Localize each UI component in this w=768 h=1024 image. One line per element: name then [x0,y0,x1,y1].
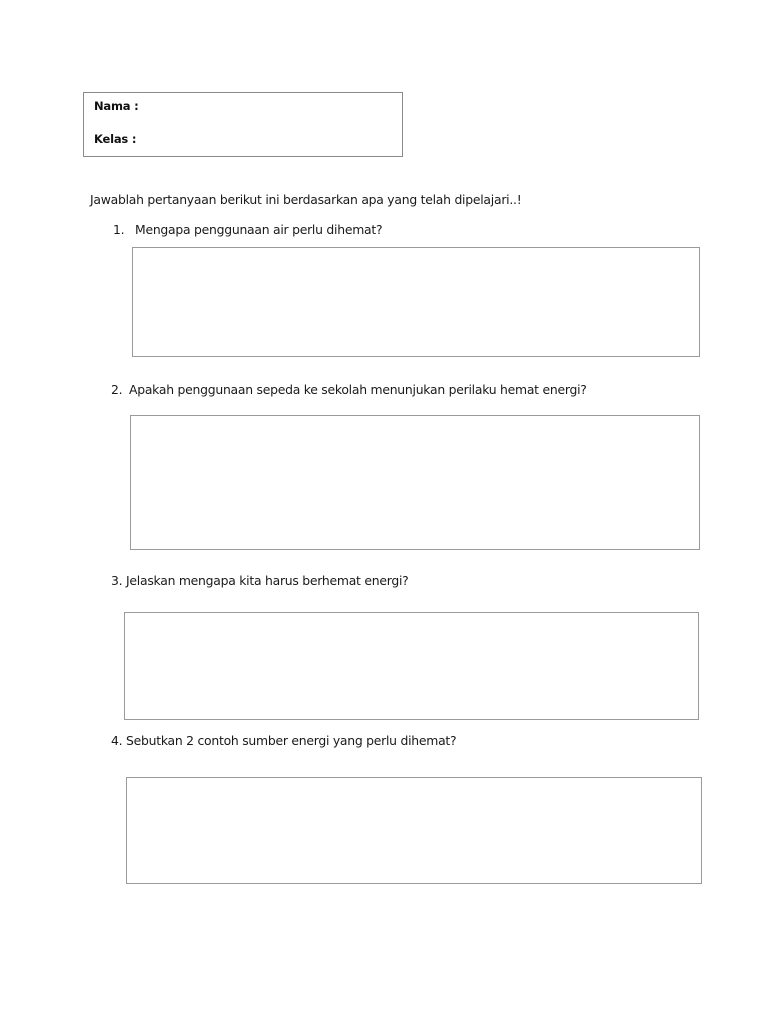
question-text: Sebutkan 2 contoh sumber energi yang perlu dihemat? [126,733,457,748]
question-text: Mengapa penggunaan air perlu dihemat? [135,222,383,237]
question-2 [111,382,587,397]
question-text: Jelaskan mengapa kita harus berhemat energi? [126,573,409,588]
instruction-text: Jawablah pertanyaan berikut ini berdasarkan apa yang telah dipelajari..! [90,192,522,207]
question-number: 2. [111,382,123,397]
question-number: 3. [111,573,123,588]
question-number: 4. [111,733,123,748]
nama-label: Nama : [94,99,139,113]
student-info-box [83,92,403,157]
question-1 [113,222,382,237]
answer-box-4[interactable] [126,777,702,884]
question-text: Apakah penggunaan sepeda ke sekolah menunjukan perilaku hemat energi? [129,382,587,397]
answer-box-1[interactable] [132,247,700,357]
kelas-label: Kelas : [94,132,137,146]
question-4 [111,733,456,748]
answer-box-3[interactable] [124,612,699,720]
answer-box-2[interactable] [130,415,700,550]
question-number: 1. [113,222,125,237]
question-3 [111,573,408,588]
